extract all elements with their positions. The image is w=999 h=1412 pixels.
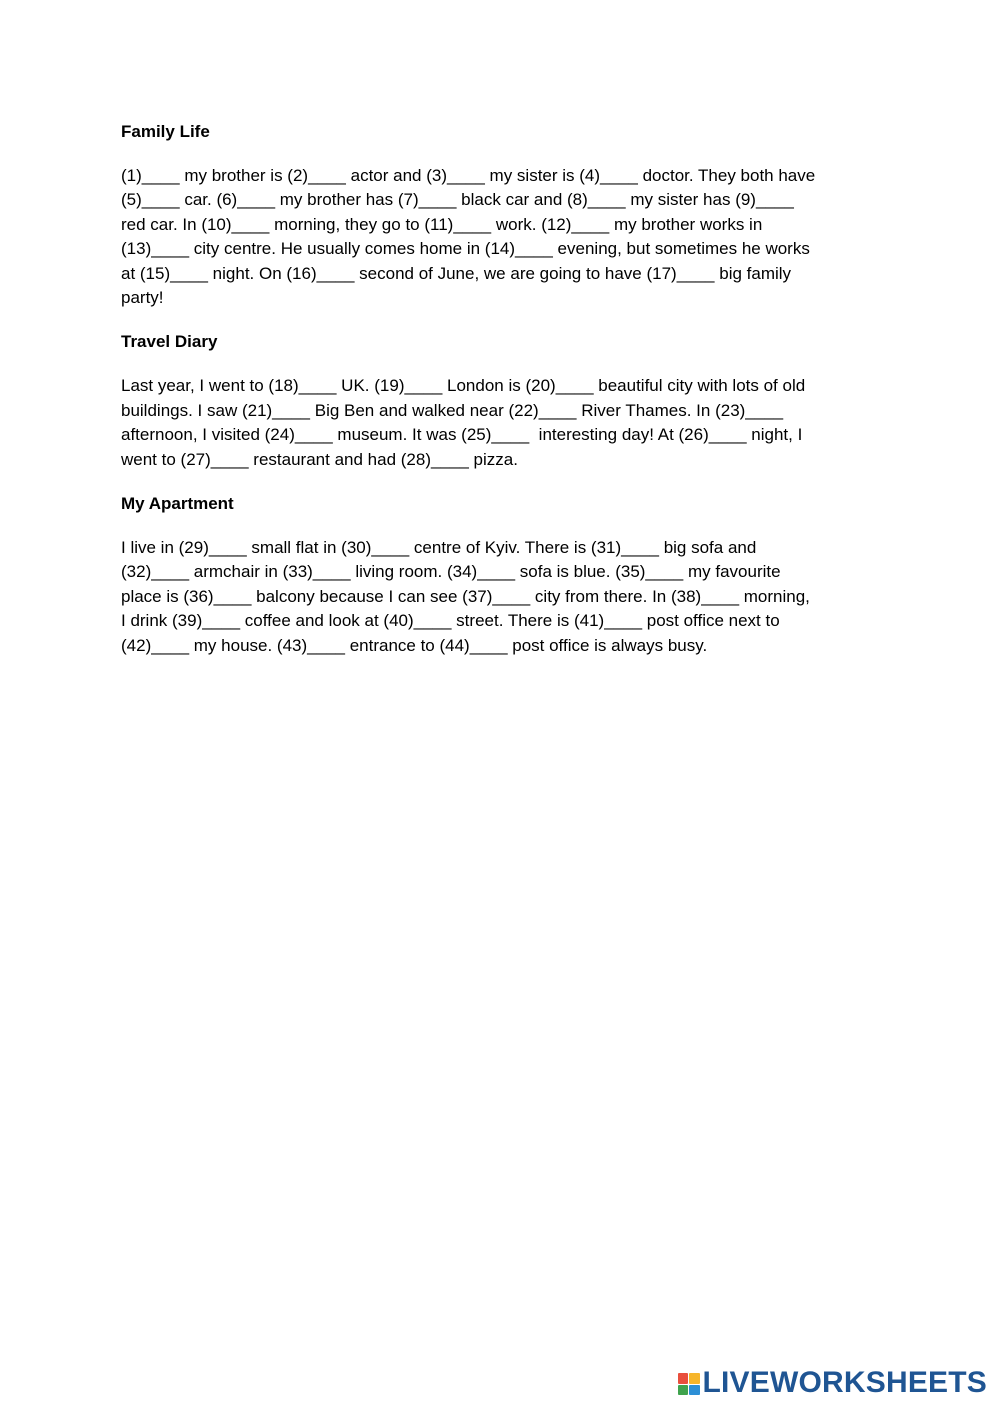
logo-mark-square [689, 1373, 700, 1384]
section-travel-diary [121, 330, 881, 472]
text-line: Last year, I went to (18)____ UK. (19)____ London is (20)____ beautiful city with lots of old [121, 376, 806, 396]
section-paragraph [121, 164, 881, 310]
text-line: afternoon, I visited (24)____ museum. It was (25)____ interesting day! At (26)____ night, I [121, 425, 803, 445]
text-line: party! [121, 288, 164, 308]
text-line: I live in (29)____ small flat in (30)____ centre of Kyiv. There is (31)____ big sofa and [121, 538, 757, 558]
logo-mark-square [678, 1385, 689, 1396]
text-line: (1)____ my brother is (2)____ actor and (3)____ my sister is (4)____ doctor. They both have [121, 166, 816, 185]
text-line: (5)____ car. (6)____ my brother has (7)____ black car and (8)____ my sister has (9)____ [121, 190, 794, 210]
text-line: I drink (39)____ coffee and look at (40)____ street. There is (41)____ post office next to [121, 611, 780, 631]
section-title: Family Life [121, 122, 210, 141]
logo-mark-square [678, 1373, 689, 1384]
section-family-life [121, 120, 881, 310]
section-paragraph [121, 536, 881, 658]
liveworksheets-mark-icon [678, 1373, 700, 1395]
section-title: My Apartment [121, 494, 234, 514]
section-paragraph [121, 374, 881, 472]
worksheet-content [121, 120, 881, 678]
section-title: Travel Diary [121, 332, 218, 352]
text-line: (13)____ city centre. He usually comes home in (14)____ evening, but sometimes he works [121, 239, 810, 259]
text-line: buildings. I saw (21)____ Big Ben and walked near (22)____ River Thames. In (23)____ [121, 400, 784, 420]
text-line: place is (36)____ balcony because I can see (37)____ city from there. In (38)____ morning, [121, 586, 810, 606]
text-line: went to (27)____ restaurant and had (28)____ pizza. [121, 449, 518, 469]
text-line: at (15)____ night. On (16)____ second of June, we are going to have (17)____ big family [121, 263, 792, 283]
liveworksheets-logo[interactable] [678, 1364, 988, 1402]
text-line: (42)____ my house. (43)____ entrance to (44)____ post office is always busy. [121, 635, 708, 655]
logo-mark-square [689, 1385, 700, 1396]
section-my-apartment [121, 492, 881, 658]
logo-text: LIVEWORKSHEETS [702, 1366, 987, 1399]
text-line: (32)____ armchair in (33)____ living room. (34)____ sofa is blue. (35)____ my favourite [121, 562, 781, 582]
text-line: red car. In (10)____ morning, they go to (11)____ work. (12)____ my brother works in [121, 214, 763, 234]
